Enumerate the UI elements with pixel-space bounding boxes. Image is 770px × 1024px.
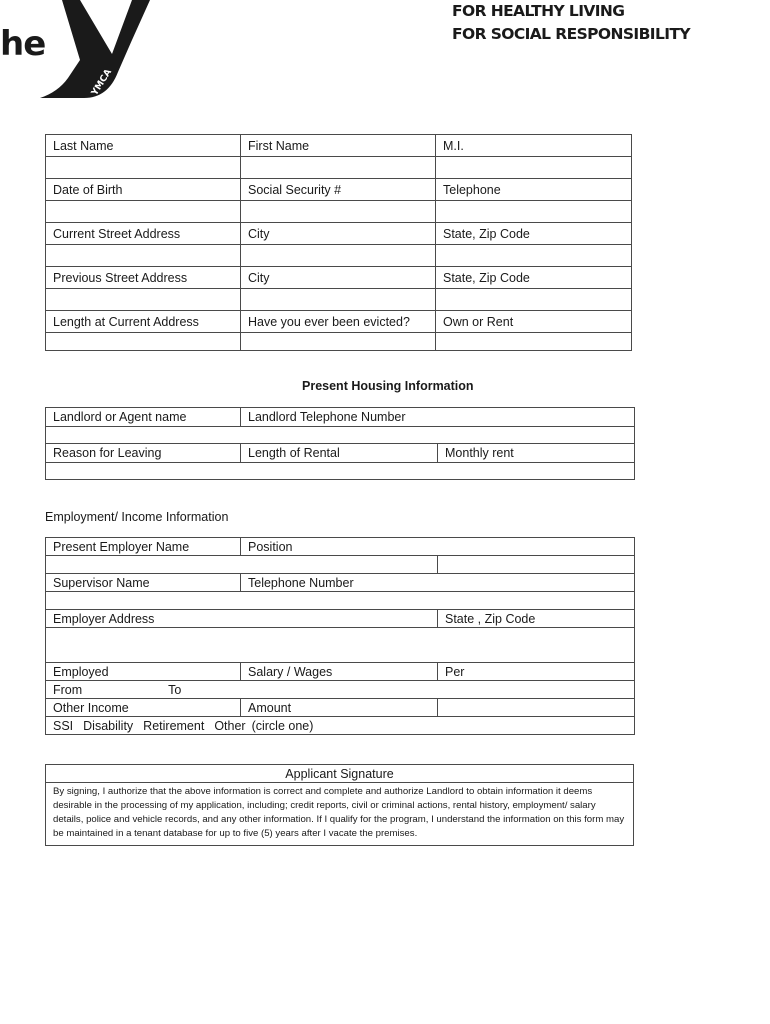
telephone-field[interactable] [436, 201, 632, 223]
mi-field[interactable] [436, 157, 632, 179]
rental-details-field[interactable] [46, 463, 635, 480]
salary-label: Salary / Wages [241, 663, 438, 681]
telephone-label: Telephone [436, 179, 632, 201]
signature-consent-text: By signing, I authorize that the above information is correct and complete and authorize Landlord to obtain information it deems desirable in the processing of my application, including; credit reports, civil or criminal actions, rental history, employment/ salary details, police and vehicle records, and any other information. If I qualify for the program, I understand the information on this form may be maintained in a tenant database for up to five (5) years after I vacate the premises. [46, 783, 634, 846]
evicted-label: Have you ever been evicted? [241, 311, 436, 333]
income-disability[interactable]: Disability [83, 718, 134, 733]
employed-label: Employed [46, 663, 241, 681]
current-address-field[interactable] [46, 245, 241, 267]
current-state-zip-label: State, Zip Code [436, 223, 632, 245]
amount-field[interactable] [438, 699, 635, 717]
length-at-address-field[interactable] [46, 333, 241, 351]
first-name-label: First Name [241, 135, 436, 157]
landlord-field[interactable] [46, 427, 635, 444]
length-rental-label: Length of Rental [241, 444, 438, 463]
current-state-zip-field[interactable] [436, 245, 632, 267]
dob-label: Date of Birth [46, 179, 241, 201]
supervisor-label: Supervisor Name [46, 574, 241, 592]
logo-text: he [0, 24, 46, 64]
current-address-label: Current Street Address [46, 223, 241, 245]
amount-label: Amount [241, 699, 438, 717]
tagline-line-2: FOR SOCIAL RESPONSIBILITY [452, 25, 690, 43]
previous-address-field[interactable] [46, 289, 241, 311]
from-label: From [53, 682, 83, 697]
own-or-rent-field[interactable] [436, 333, 632, 351]
first-name-field[interactable] [241, 157, 436, 179]
mi-label: M.I. [436, 135, 632, 157]
employer-address-field[interactable] [46, 628, 635, 663]
employer-position-field[interactable] [46, 556, 438, 574]
landlord-name-label: Landlord or Agent name [46, 408, 241, 427]
employment-telephone-label: Telephone Number [241, 574, 635, 592]
tagline-line-1: FOR HEALTHY LIVING [452, 2, 625, 20]
current-city-field[interactable] [241, 245, 436, 267]
income-ssi[interactable]: SSI [53, 718, 74, 733]
monthly-rent-label: Monthly rent [438, 444, 635, 463]
ymca-logo [0, 0, 170, 100]
per-label: Per [438, 663, 635, 681]
evicted-field[interactable] [241, 333, 436, 351]
applicant-info-table [45, 134, 632, 351]
position-extra-field[interactable] [438, 556, 635, 574]
current-city-label: City [241, 223, 436, 245]
previous-city-label: City [241, 267, 436, 289]
ssn-field[interactable] [241, 201, 436, 223]
employment-state-zip-label: State , Zip Code [438, 610, 635, 628]
supervisor-field[interactable] [46, 592, 635, 610]
dob-field[interactable] [46, 201, 241, 223]
landlord-phone-label: Landlord Telephone Number [241, 408, 635, 427]
ymca-tagline [452, 0, 690, 46]
previous-state-zip-label: State, Zip Code [436, 267, 632, 289]
ssn-label: Social Security # [241, 179, 436, 201]
signature-table [45, 764, 634, 846]
last-name-field[interactable] [46, 157, 241, 179]
logo-brand: YMCA [90, 67, 114, 98]
ymca-y-mark [0, 0, 170, 100]
employment-dates-row[interactable] [46, 681, 635, 699]
signature-title: Applicant Signature [46, 765, 634, 783]
housing-table [45, 407, 635, 480]
employment-table [45, 537, 635, 735]
length-at-address-label: Length at Current Address [46, 311, 241, 333]
previous-state-zip-field[interactable] [436, 289, 632, 311]
income-type-row [46, 717, 635, 735]
reason-leaving-label: Reason for Leaving [46, 444, 241, 463]
own-or-rent-label: Own or Rent [436, 311, 632, 333]
employer-address-label: Employer Address [46, 610, 438, 628]
to-label: To [168, 682, 182, 697]
present-employer-label: Present Employer Name [46, 538, 241, 556]
housing-heading: Present Housing Information [302, 379, 474, 393]
income-retirement[interactable]: Retirement [143, 718, 205, 733]
previous-city-field[interactable] [241, 289, 436, 311]
income-other[interactable]: Other [214, 718, 246, 733]
last-name-label: Last Name [46, 135, 241, 157]
previous-address-label: Previous Street Address [46, 267, 241, 289]
position-label: Position [241, 538, 635, 556]
other-income-label: Other Income [46, 699, 241, 717]
circle-one-note: (circle one) [251, 718, 314, 733]
employment-heading: Employment/ Income Information [45, 510, 229, 524]
